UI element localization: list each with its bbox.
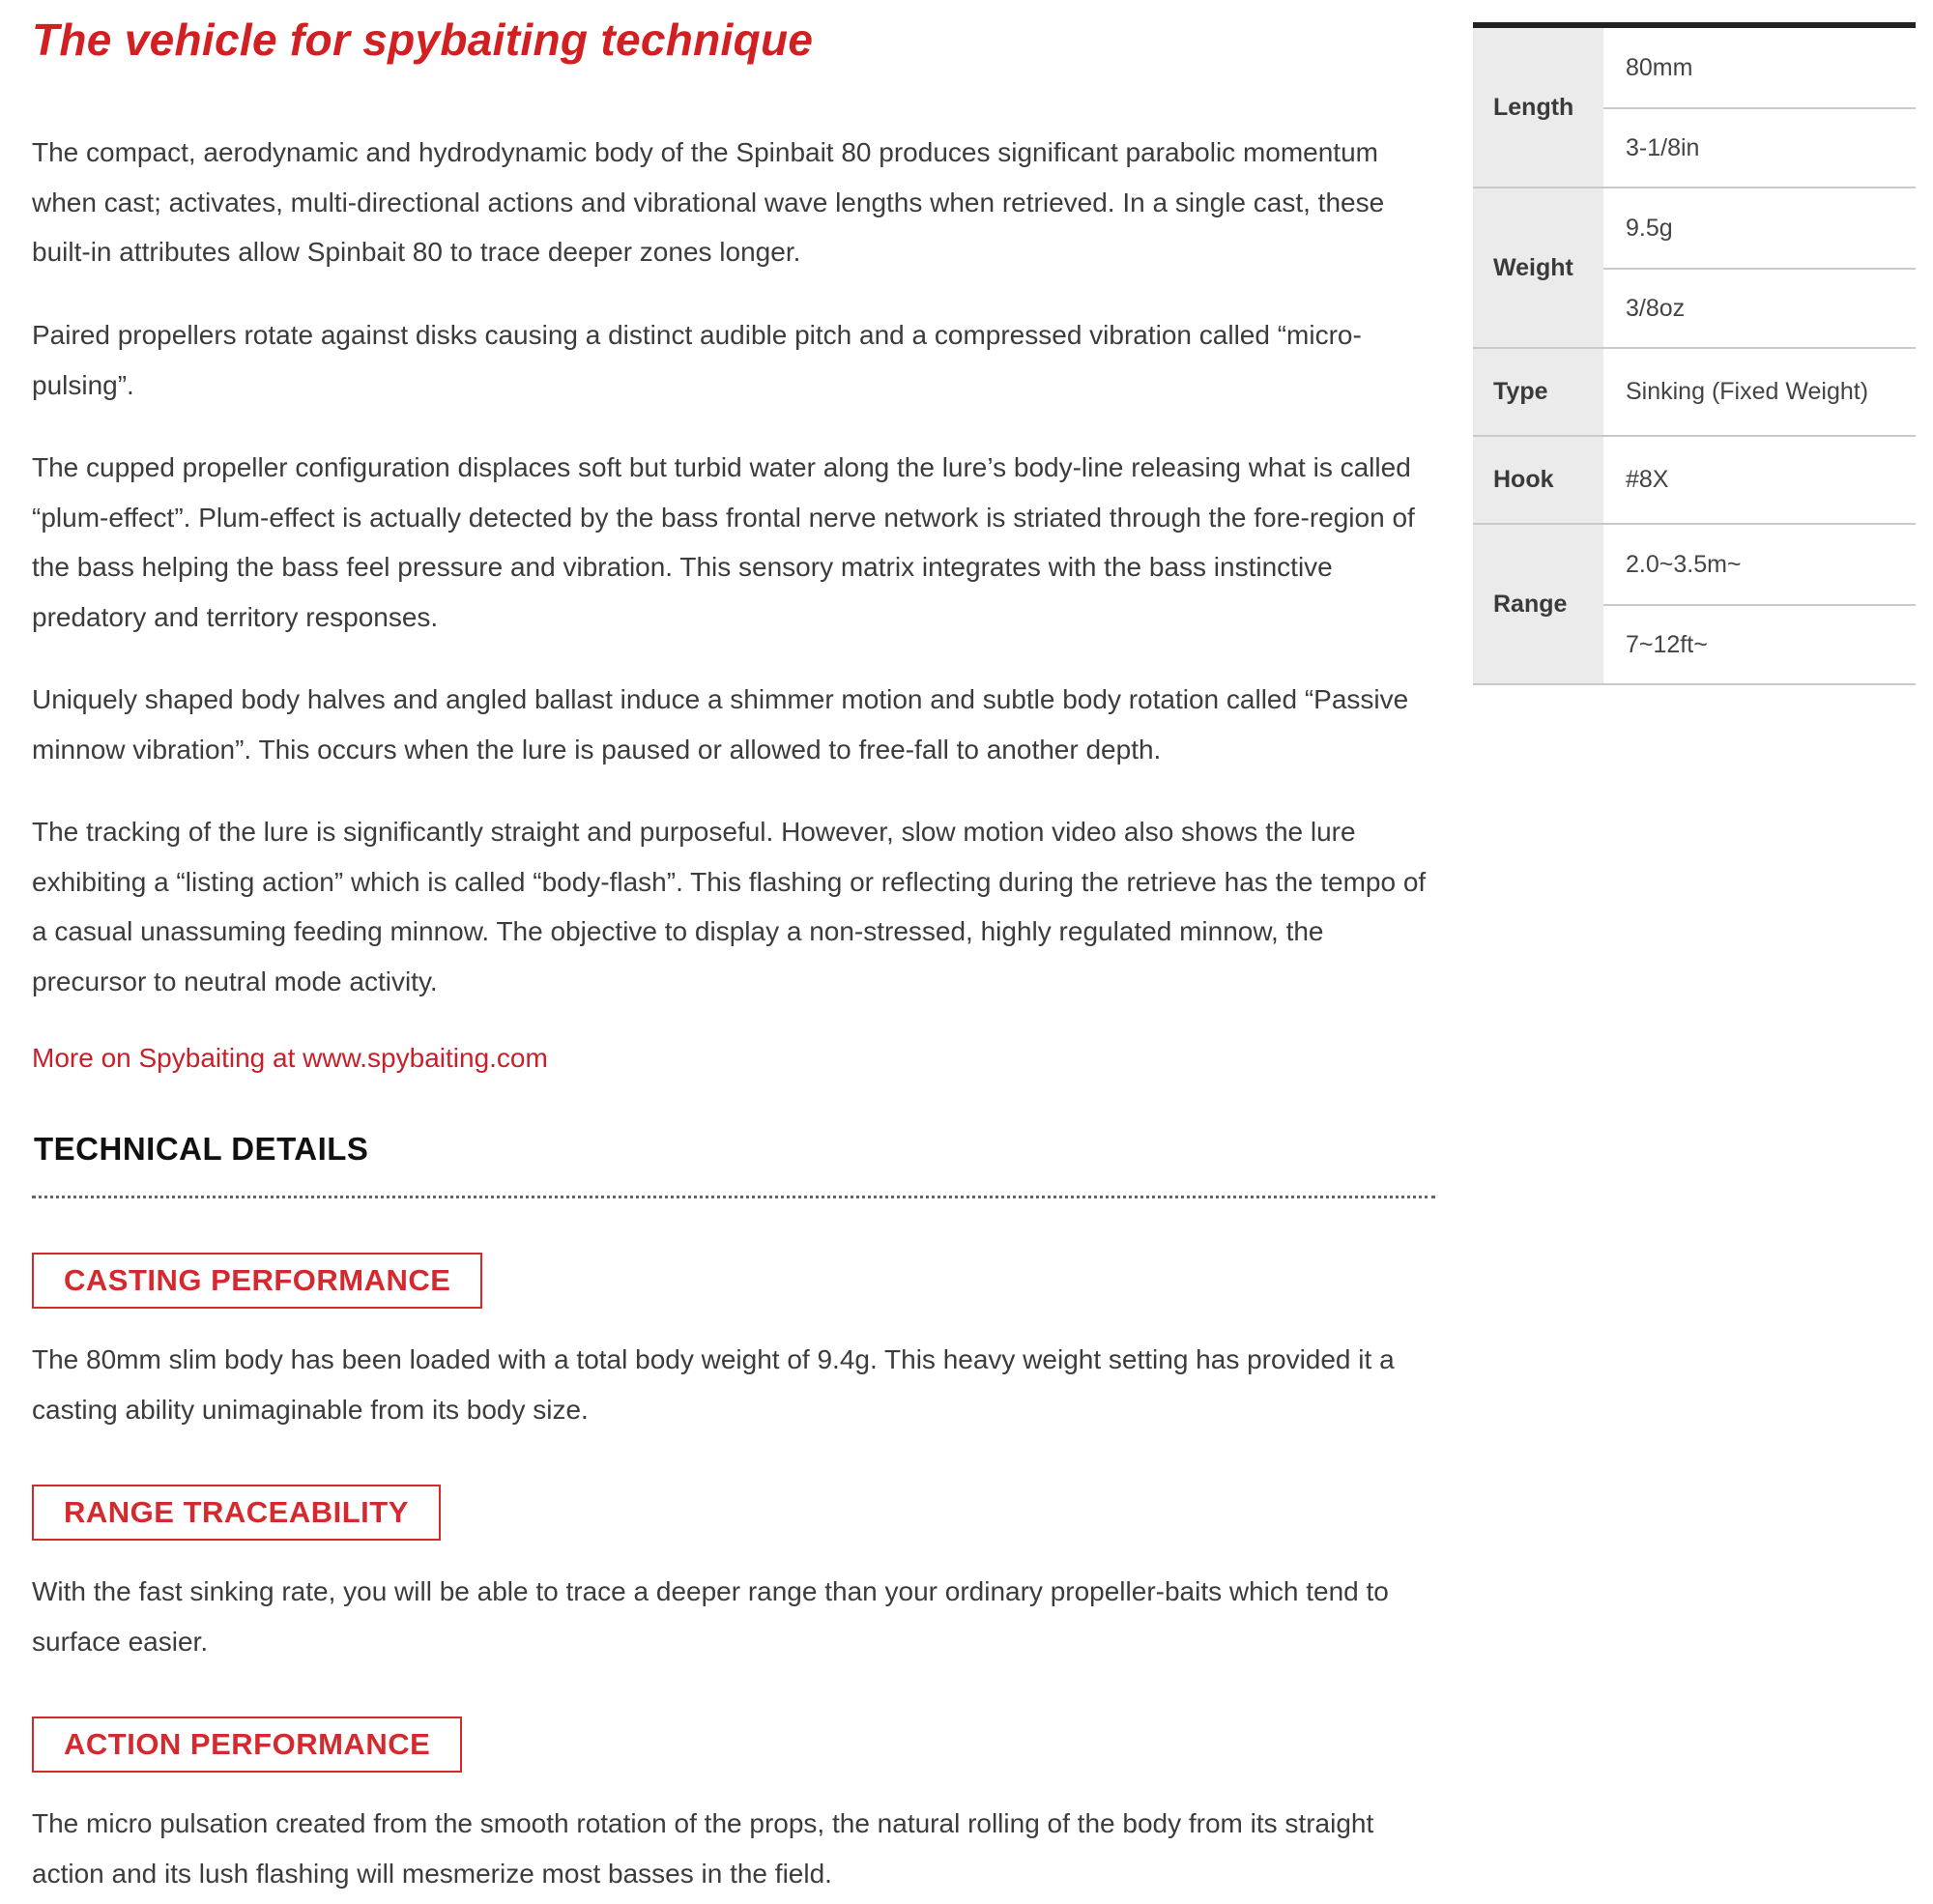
spec-row-range: [1473, 525, 1916, 685]
action-performance-text: The micro pulsation created from the smooth rotation of the props, the natural rolling of the body from its straight action and its lush flashing will mesmerize most basses in the field.: [32, 1808, 1374, 1889]
spec-value: #8X: [1626, 466, 1669, 493]
spec-row-length: [1473, 28, 1916, 188]
spec-label: Hook: [1473, 437, 1603, 523]
range-traceability-text: With the fast sinking rate, you will be able to trace a deeper range than your ordinary propeller-baits which tend to surface easier.: [32, 1576, 1389, 1657]
action-performance-heading: ACTION PERFORMANCE: [32, 1716, 462, 1773]
description-paragraph-5: The tracking of the lure is significantly straight and purposeful. However, slow motion video also shows the lure exhibiting a “listing action” which is called “body-flash”. This flashing or reflecting during the retrieve has the tempo of a casual unassuming feeding minnow. The objective to display a non-stressed, highly regulated minnow, the precursor to neutral mode activity.: [32, 817, 1427, 996]
spec-value: 2.0~3.5m~: [1626, 550, 1742, 578]
spec-value: 3-1/8in: [1603, 107, 1916, 187]
spec-label: Length: [1473, 28, 1603, 187]
technical-details-title: TECHNICAL DETAILS: [34, 1131, 369, 1167]
spybaiting-link[interactable]: More on Spybaiting at www.spybaiting.com: [32, 1043, 548, 1073]
description-paragraph-3: The cupped propeller configuration displaces soft but turbid water along the lure’s body-line releasing what is called “plum-effect”. Plum-effect is actually detected by the bass frontal nerve network is striated through the fore-region of the bass helping the bass feel pressure and vibration. This sensory matrix integrates with the bass instinctive predatory and territory responses.: [32, 452, 1415, 632]
casting-performance-heading: CASTING PERFORMANCE: [32, 1253, 482, 1309]
spec-row-weight: [1473, 188, 1916, 349]
spec-label: Type: [1473, 349, 1603, 435]
spec-value: 9.5g: [1626, 214, 1673, 242]
description-paragraph-1: The compact, aerodynamic and hydrodynamic body of the Spinbait 80 produces significant parabolic momentum when cast; activates, multi-directional actions and vibrational wave lengths when retrieved. In a single cast, these built-in attributes allow Spinbait 80 to trace deeper zones longer.: [32, 137, 1385, 267]
spec-row-type: [1473, 349, 1916, 437]
headline: The vehicle for spybaiting technique: [32, 14, 814, 65]
dotted-divider: [32, 1196, 1435, 1198]
description-paragraph-4: Uniquely shaped body halves and angled ballast induce a shimmer motion and subtle body rotation called “Passive minnow vibration”. This occurs when the lure is paused or allowed to free-fall to another depth.: [32, 684, 1409, 764]
spec-table: [1473, 22, 1916, 685]
spec-label: Weight: [1473, 188, 1603, 347]
spec-row-hook: [1473, 437, 1916, 525]
spec-value: 3/8oz: [1603, 268, 1916, 347]
casting-performance-text: The 80mm slim body has been loaded with a total body weight of 9.4g. This heavy weight setting has provided it a casting ability unimaginable from its body size.: [32, 1344, 1395, 1425]
spec-value: 80mm: [1626, 53, 1693, 81]
spec-label: Range: [1473, 525, 1603, 683]
description-paragraph-2: Paired propellers rotate against disks causing a distinct audible pitch and a compressed vibration called “micro-pulsing”.: [32, 320, 1362, 400]
spec-value: Sinking (Fixed Weight): [1626, 378, 1869, 405]
range-traceability-heading: RANGE TRACEABILITY: [32, 1485, 441, 1541]
spec-value: 7~12ft~: [1603, 604, 1916, 683]
